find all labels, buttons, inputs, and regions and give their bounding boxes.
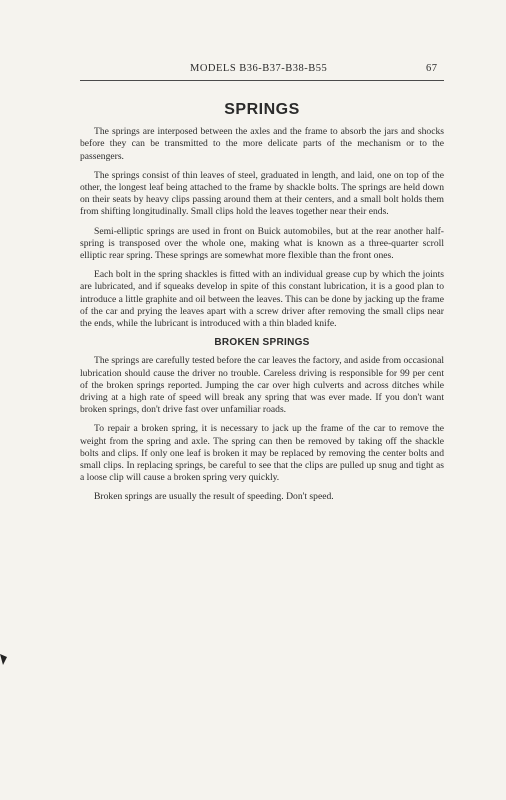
margin-mark	[0, 652, 8, 666]
page-number: 67	[426, 63, 438, 74]
paragraph: The springs consist of thin leaves of steel, graduated in length, and laid, one on top of the other, the longest leaf being attached to the frame by shackle bolts. The springs are held down on their seats by heavy clips passing around them at their centers, and a small bolt holds them from shifting longitudinally. Small clips hold the leaves together near their ends.	[80, 169, 444, 218]
running-title: MODELS B36-B37-B38-B55	[190, 63, 328, 74]
page-body	[80, 101, 444, 511]
subsection-title: BROKEN SPRINGS	[214, 337, 310, 349]
paragraph: Broken springs are usually the result of speeding. Don't speed.	[94, 491, 334, 503]
paragraph: The springs are interposed between the axles and the frame to absorb the jars and shocks before they can be transmitted to the more delicate parts of the mechanism or to the passengers.	[80, 126, 444, 162]
section-title: SPRINGS	[224, 101, 300, 118]
paragraph: Each bolt in the spring shackles is fitted with an individual grease cup by which the joints are lubricated, and if squeaks develop in spite of this constant lubrication, it is a good plan to introduce a little graphite and oil between the leaves. This can be done by jacking up the frame of the car and prying the leaves apart with a screw driver after removing the small clips near the ends, while the lubricant is introduced with a thin bladed knife.	[80, 269, 444, 330]
paragraph: The springs are carefully tested before the car leaves the factory, and aside from occasional lubrication should cause the driver no trouble. Careless driving is responsible for 99 per cent of the broken springs reported. Jumping the car over high culverts and across ditches while driving at a high rate of speed will break any spring that was ever made. If you don't want broken springs, don't drive fast over unfamiliar roads.	[80, 355, 444, 416]
paragraph: To repair a broken spring, it is necessary to jack up the frame of the car to remove the weight from the spring and axle. The spring can then be removed by taking off the shackle bolts and clips. If only one leaf is broken it may be replaced by removing the center bolts and small clips. In replacing springs, be careful to see that the clips are pulled up snug and tight as a loose clip will cause a broken spring very quickly.	[80, 423, 444, 484]
paragraph: Semi-elliptic springs are used in front on Buick automobiles, but at the rear another half-spring is transposed over the whole one, making what is known as a three-quarter scroll elliptic rear spring. These springs are somewhat more flexible than the front ones.	[80, 225, 444, 262]
header-rule	[80, 80, 444, 81]
running-header	[0, 63, 506, 77]
